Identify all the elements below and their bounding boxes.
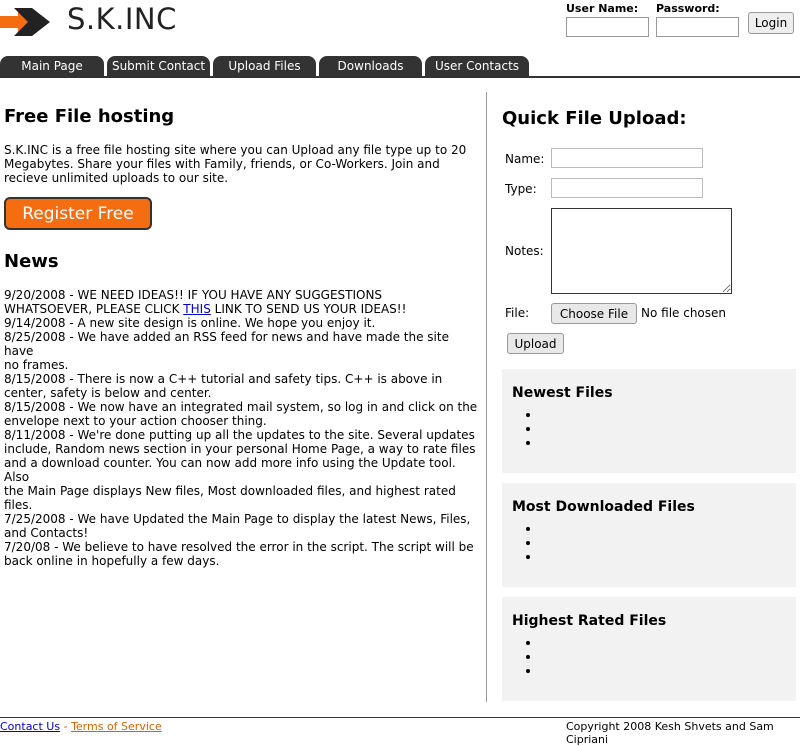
newest-files-panel xyxy=(502,369,796,473)
upload-title: Quick File Upload: xyxy=(502,108,687,129)
notes-label: Notes: xyxy=(505,244,544,258)
news-item: the Main Page displays New files, Most downloaded files, and highest rated files. xyxy=(4,484,456,512)
highest-rated-title: Highest Rated Files xyxy=(512,613,667,629)
password-input[interactable] xyxy=(656,17,739,37)
intro-line: recieve unlimited uploads to our site. xyxy=(4,171,229,185)
news-item: 9/20/2008 - WE NEED IDEAS!! IF YOU HAVE ANY SUGGESTIONS xyxy=(4,288,383,302)
main-content xyxy=(4,106,482,185)
contact-us-link[interactable]: Contact Us xyxy=(0,720,61,733)
tab-user-contacts[interactable]: User Contacts xyxy=(425,56,529,76)
password-label: Password: xyxy=(656,2,720,15)
name-label: Name: xyxy=(505,152,545,166)
most-downloaded-title: Most Downloaded Files xyxy=(512,499,695,515)
news-text: LINK TO SEND US YOUR IDEAS!! xyxy=(210,302,407,316)
name-input[interactable] xyxy=(551,148,703,168)
ideas-link[interactable]: THIS xyxy=(183,302,211,316)
news-text: WHATSOEVER, PLEASE CLICK xyxy=(4,302,184,316)
username-input[interactable] xyxy=(566,17,649,37)
news-item: 9/14/2008 - A new site design is online. We hope you enjoy it. xyxy=(4,316,376,330)
news-item: envelope next to your action chooser thing. xyxy=(4,414,267,428)
username-group xyxy=(566,2,649,37)
newest-files-list xyxy=(528,407,540,449)
notes-textarea[interactable] xyxy=(551,208,732,294)
brand-name: S.K.INC xyxy=(67,2,177,36)
news-item: 7/25/2008 - We have Updated the Main Page to display the latest News, Files, xyxy=(4,512,471,526)
choose-file-button[interactable]: Choose File xyxy=(551,303,637,324)
footer-divider xyxy=(0,717,800,718)
nav-bar xyxy=(0,56,800,78)
no-file-text: No file chosen xyxy=(641,306,727,320)
news-title: News xyxy=(4,251,59,272)
most-downloaded-panel xyxy=(502,483,796,587)
intro-line: S.K.INC is a free file hosting site where you can Upload any file type up to 20 xyxy=(4,143,467,157)
username-label: User Name: xyxy=(566,2,639,15)
tab-upload-files[interactable]: Upload Files xyxy=(213,56,316,76)
news-item xyxy=(4,302,482,316)
upload-button[interactable]: Upload xyxy=(507,333,564,354)
footer-separator: - xyxy=(63,720,68,733)
hosting-title: Free File hosting xyxy=(4,106,175,127)
news-item: 8/15/2008 - We now have an integrated mail system, so log in and click on the xyxy=(4,400,478,414)
tab-submit-contact[interactable]: Submit Contact xyxy=(107,56,210,76)
news-item: 8/11/2008 - We're done putting up all the updates to the site. Several updates xyxy=(4,428,475,442)
news-item: center, safety is below and center. xyxy=(4,386,212,400)
intro-line: Megabytes. Share your files with Family, friends, or Co-Workers. Join and xyxy=(4,157,440,171)
register-button[interactable]: Register Free xyxy=(4,197,152,230)
site-header xyxy=(0,0,800,56)
news-item: include, Random news section in your personal Home Page, a way to rate files xyxy=(4,442,476,456)
news-item: and Contacts! xyxy=(4,526,89,540)
footer-links xyxy=(0,720,162,733)
file-label: File: xyxy=(505,306,530,320)
news-item: 8/15/2008 - There is now a C++ tutorial and safety tips. C++ is above in xyxy=(4,372,443,386)
highest-rated-panel xyxy=(502,597,796,701)
news-item: no frames. xyxy=(4,358,69,372)
password-group xyxy=(656,2,739,37)
news-item: and a download counter. You can now add more info using the Update tool. Also xyxy=(4,456,456,484)
news-item: back online in hopefully a few days. xyxy=(4,554,220,568)
news-list xyxy=(4,288,482,568)
type-label: Type: xyxy=(505,182,537,196)
type-input[interactable] xyxy=(551,178,703,198)
tab-main-page[interactable]: Main Page xyxy=(0,56,104,76)
terms-of-service-link[interactable]: Terms of Service xyxy=(71,720,162,733)
column-divider xyxy=(486,92,487,702)
most-downloaded-list xyxy=(528,521,540,563)
news-item: 7/20/08 - We believe to have resolved the error in the script. The script will be xyxy=(4,540,474,554)
copyright-text: Copyright 2008 Kesh Shvets and Sam Cipriani xyxy=(566,720,774,746)
logo-arrow-icon xyxy=(0,6,52,38)
newest-files-title: Newest Files xyxy=(512,385,613,401)
tab-downloads[interactable]: Downloads xyxy=(319,56,422,76)
intro-text xyxy=(4,143,482,185)
news-item: 8/25/2008 - We have added an RSS feed for news and have made the site have xyxy=(4,330,449,358)
login-button[interactable]: Login xyxy=(748,12,794,34)
highest-rated-list xyxy=(528,635,540,677)
